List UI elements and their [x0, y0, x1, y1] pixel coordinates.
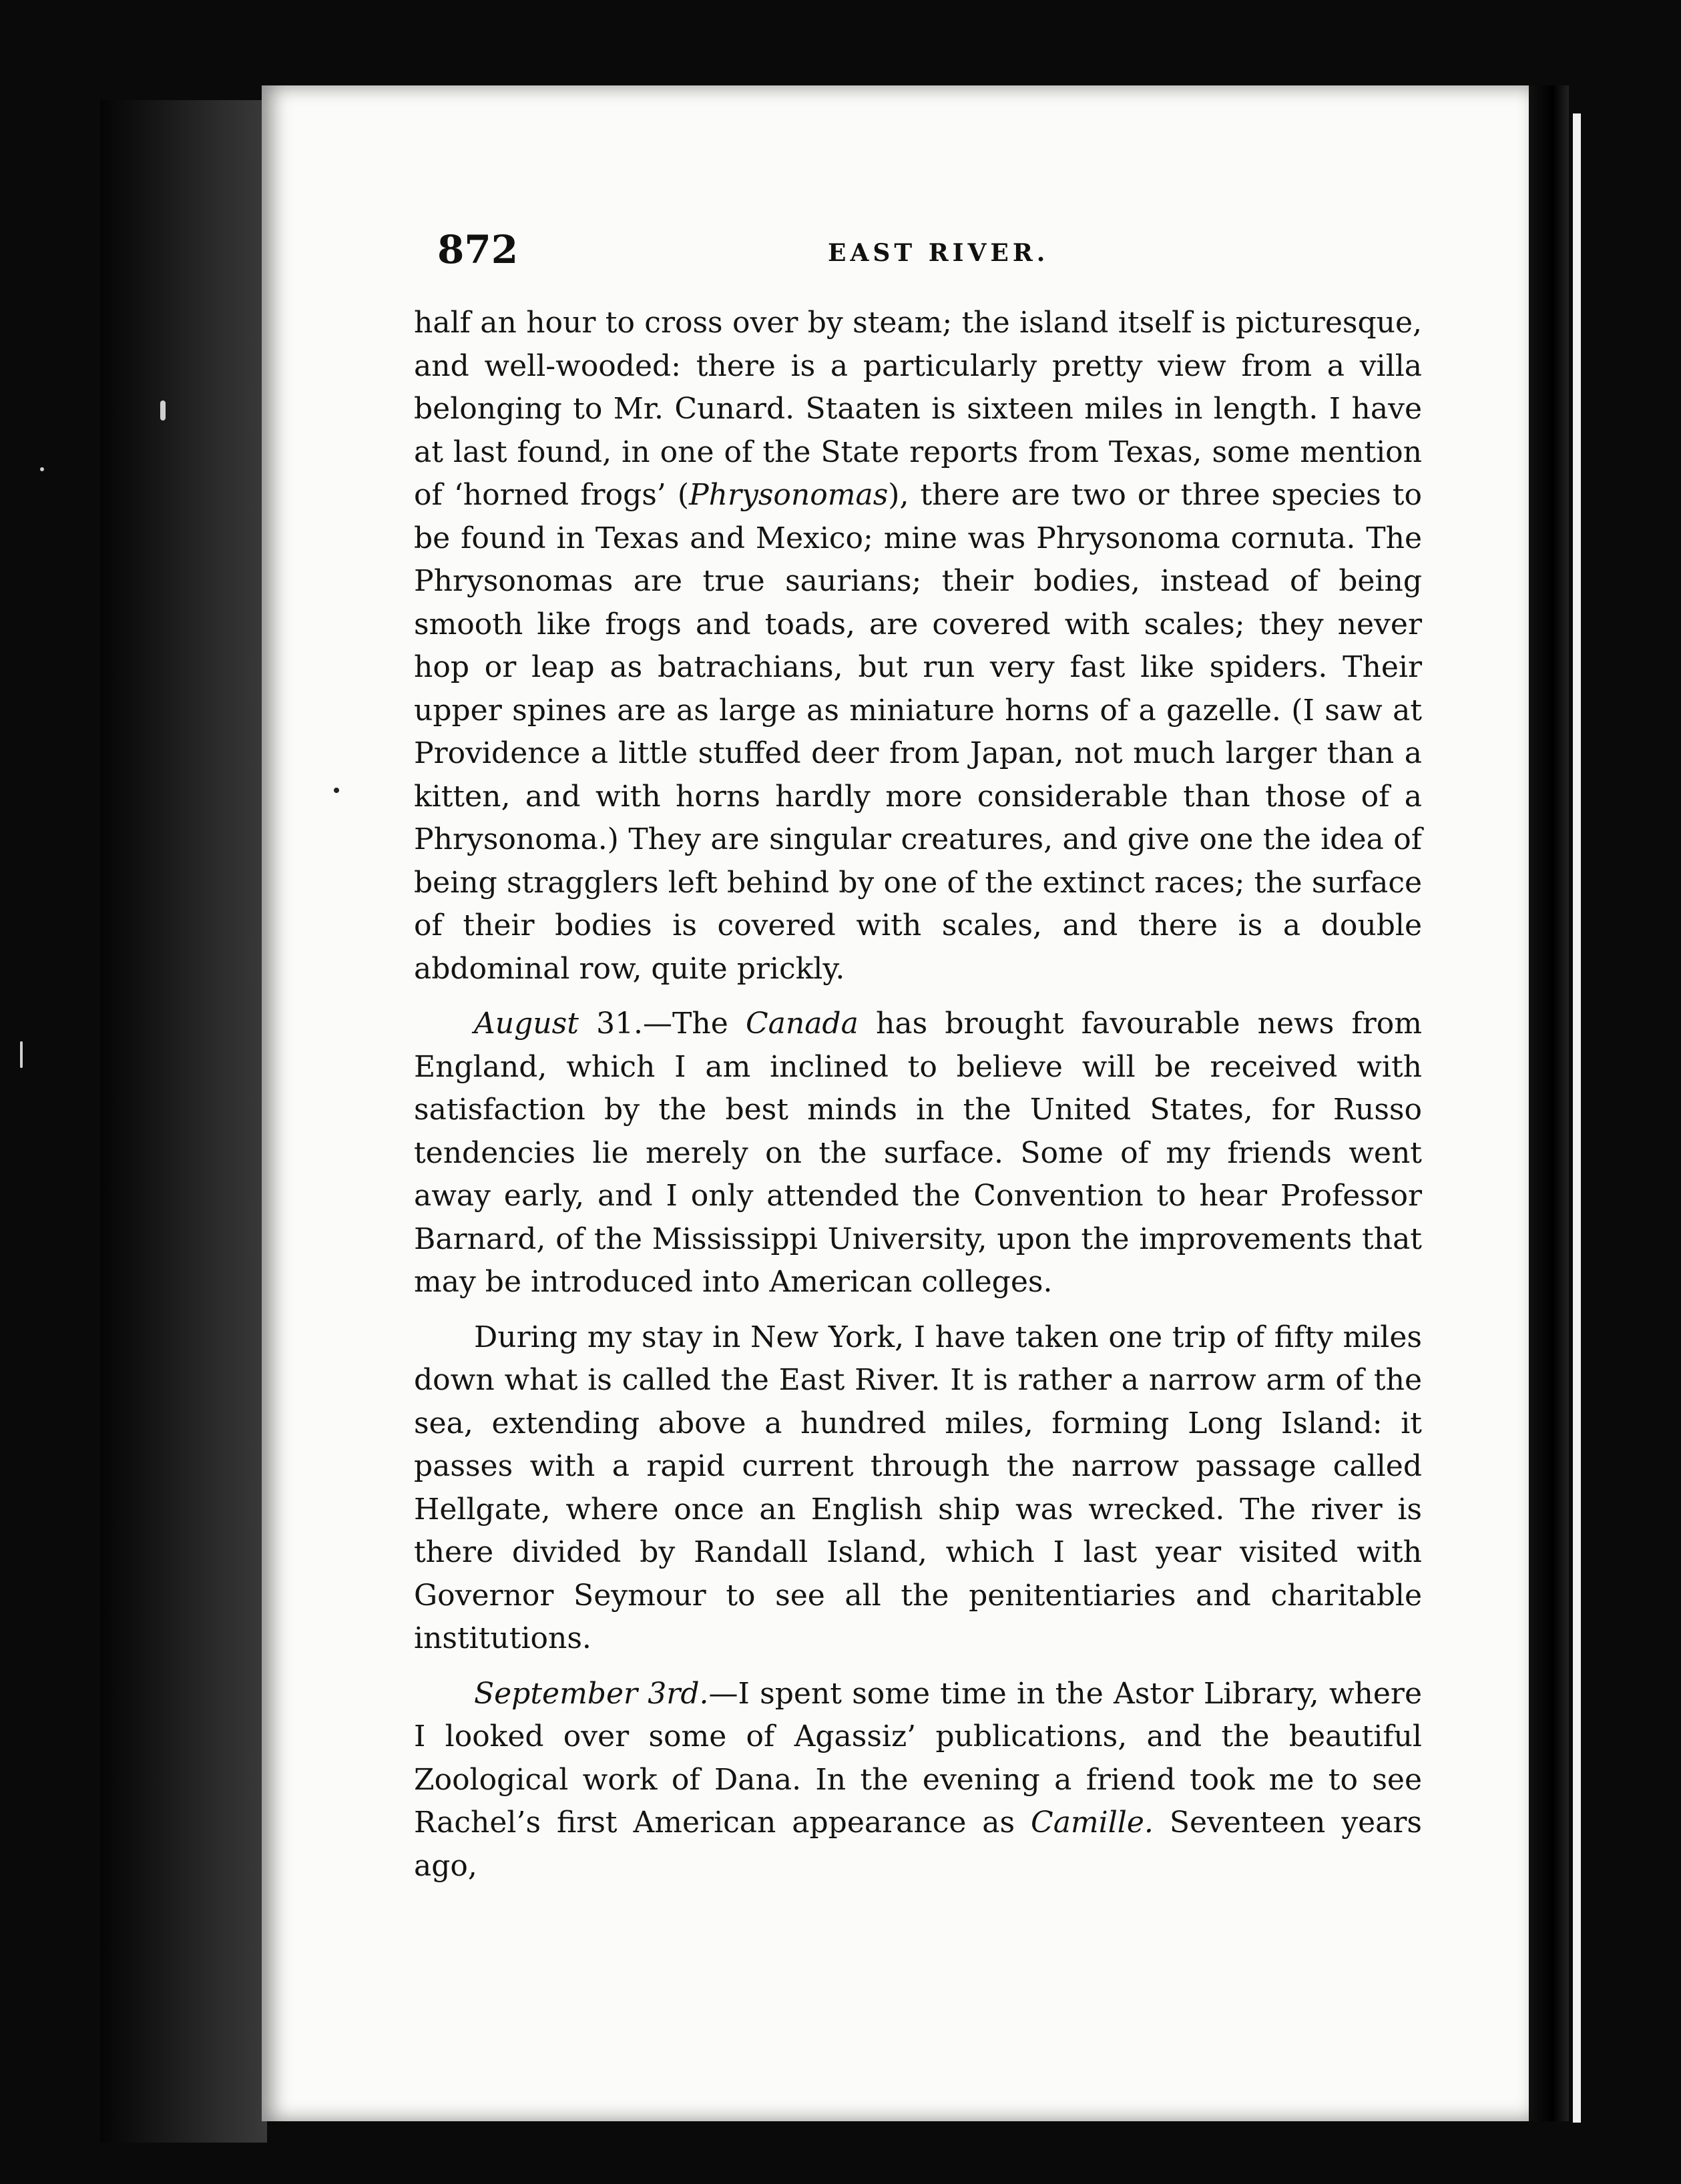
paragraph [414, 1003, 1422, 1304]
page-header [437, 227, 1425, 280]
running-head: EAST RIVER. [828, 239, 1049, 267]
text-run: During my stay in New York, I have taken one trip of fifty miles down what is called the East River. It is rather a narrow arm of the sea, extending above a hundred miles, forming Long Island: it passes with a rapid current through the narrow passage called Hellgate, where once an English ship was wrecked. The river is there divided by Randall Island, which I last year visited with Governor Seymour to see all the penitentiaries and charitable institutions. [414, 1320, 1422, 1655]
italic-text-run: August [474, 1007, 579, 1041]
text-run: Seventeen years ago, [414, 1806, 1422, 1883]
text-run: ), there are two or three species to be found in Texas and Mexico; mine was Phrysonoma cornuta. The Phrysonomas are true saurians; their bodies, instead of being smooth like frogs and toads, are covered with scales; they never hop or leap as batrachians, but run very fast like spiders. Their upper spines are as large as miniature horns of a gazelle. (I saw at Providence a little stuffed deer from Japan, not much larger than a kitten, and with horns hardly more considerable than those of a Phrysonoma.) They are singular creatures, and give one the idea of being stragglers left behind by one of the extinct races; the surface of their bodies is covered with scales, and there is a double abdominal row, quite prickly. [414, 478, 1422, 986]
italic-text-run: Camille. [1031, 1806, 1154, 1840]
scan-speck [160, 400, 166, 421]
book-binding-shadow [100, 100, 267, 2143]
next-page-edge [1573, 113, 1581, 2123]
italic-text-run: Canada [745, 1007, 859, 1041]
scan-speck [40, 467, 44, 471]
paragraph [414, 302, 1422, 991]
paragraph [414, 1673, 1422, 1888]
paragraph [414, 1316, 1422, 1661]
scan-speck [20, 1041, 23, 1068]
body-text [414, 302, 1422, 1888]
page-number: 872 [437, 227, 519, 272]
page-edge-shadow [1529, 85, 1569, 2121]
italic-text-run: September 3rd. [474, 1676, 709, 1711]
italic-text-run: Phrysonomas [689, 478, 889, 512]
text-run: has brought favourable news from England, which I am inclined to believe will be received with satisfaction by the best minds in the United States, for Russo tendencies lie merely on the surface. Some of my friends went away early, and I only attended the Convention to hear Professor Barnard, of the Mississippi University, upon the improvements that may be introduced into American colleges. [414, 1007, 1422, 1299]
text-run: —I spent some time in the Astor Library, where I looked over some of Agassiz’ publications, and the beautiful Zoological work of Dana. In the evening a friend took me to see Rachel’s first American appearance as [414, 1676, 1422, 1840]
text-run: half an hour to cross over by steam; the island itself is picturesque, and well-wooded: there is a particularly pretty view from a villa belonging to Mr. Cunard. Staaten is sixteen miles in length. I have at last found, in one of the State reports from Texas, some mention of ‘horned frogs’ ( [414, 306, 1422, 512]
scan-speck [334, 788, 339, 793]
text-run: 31.—The [578, 1007, 746, 1041]
